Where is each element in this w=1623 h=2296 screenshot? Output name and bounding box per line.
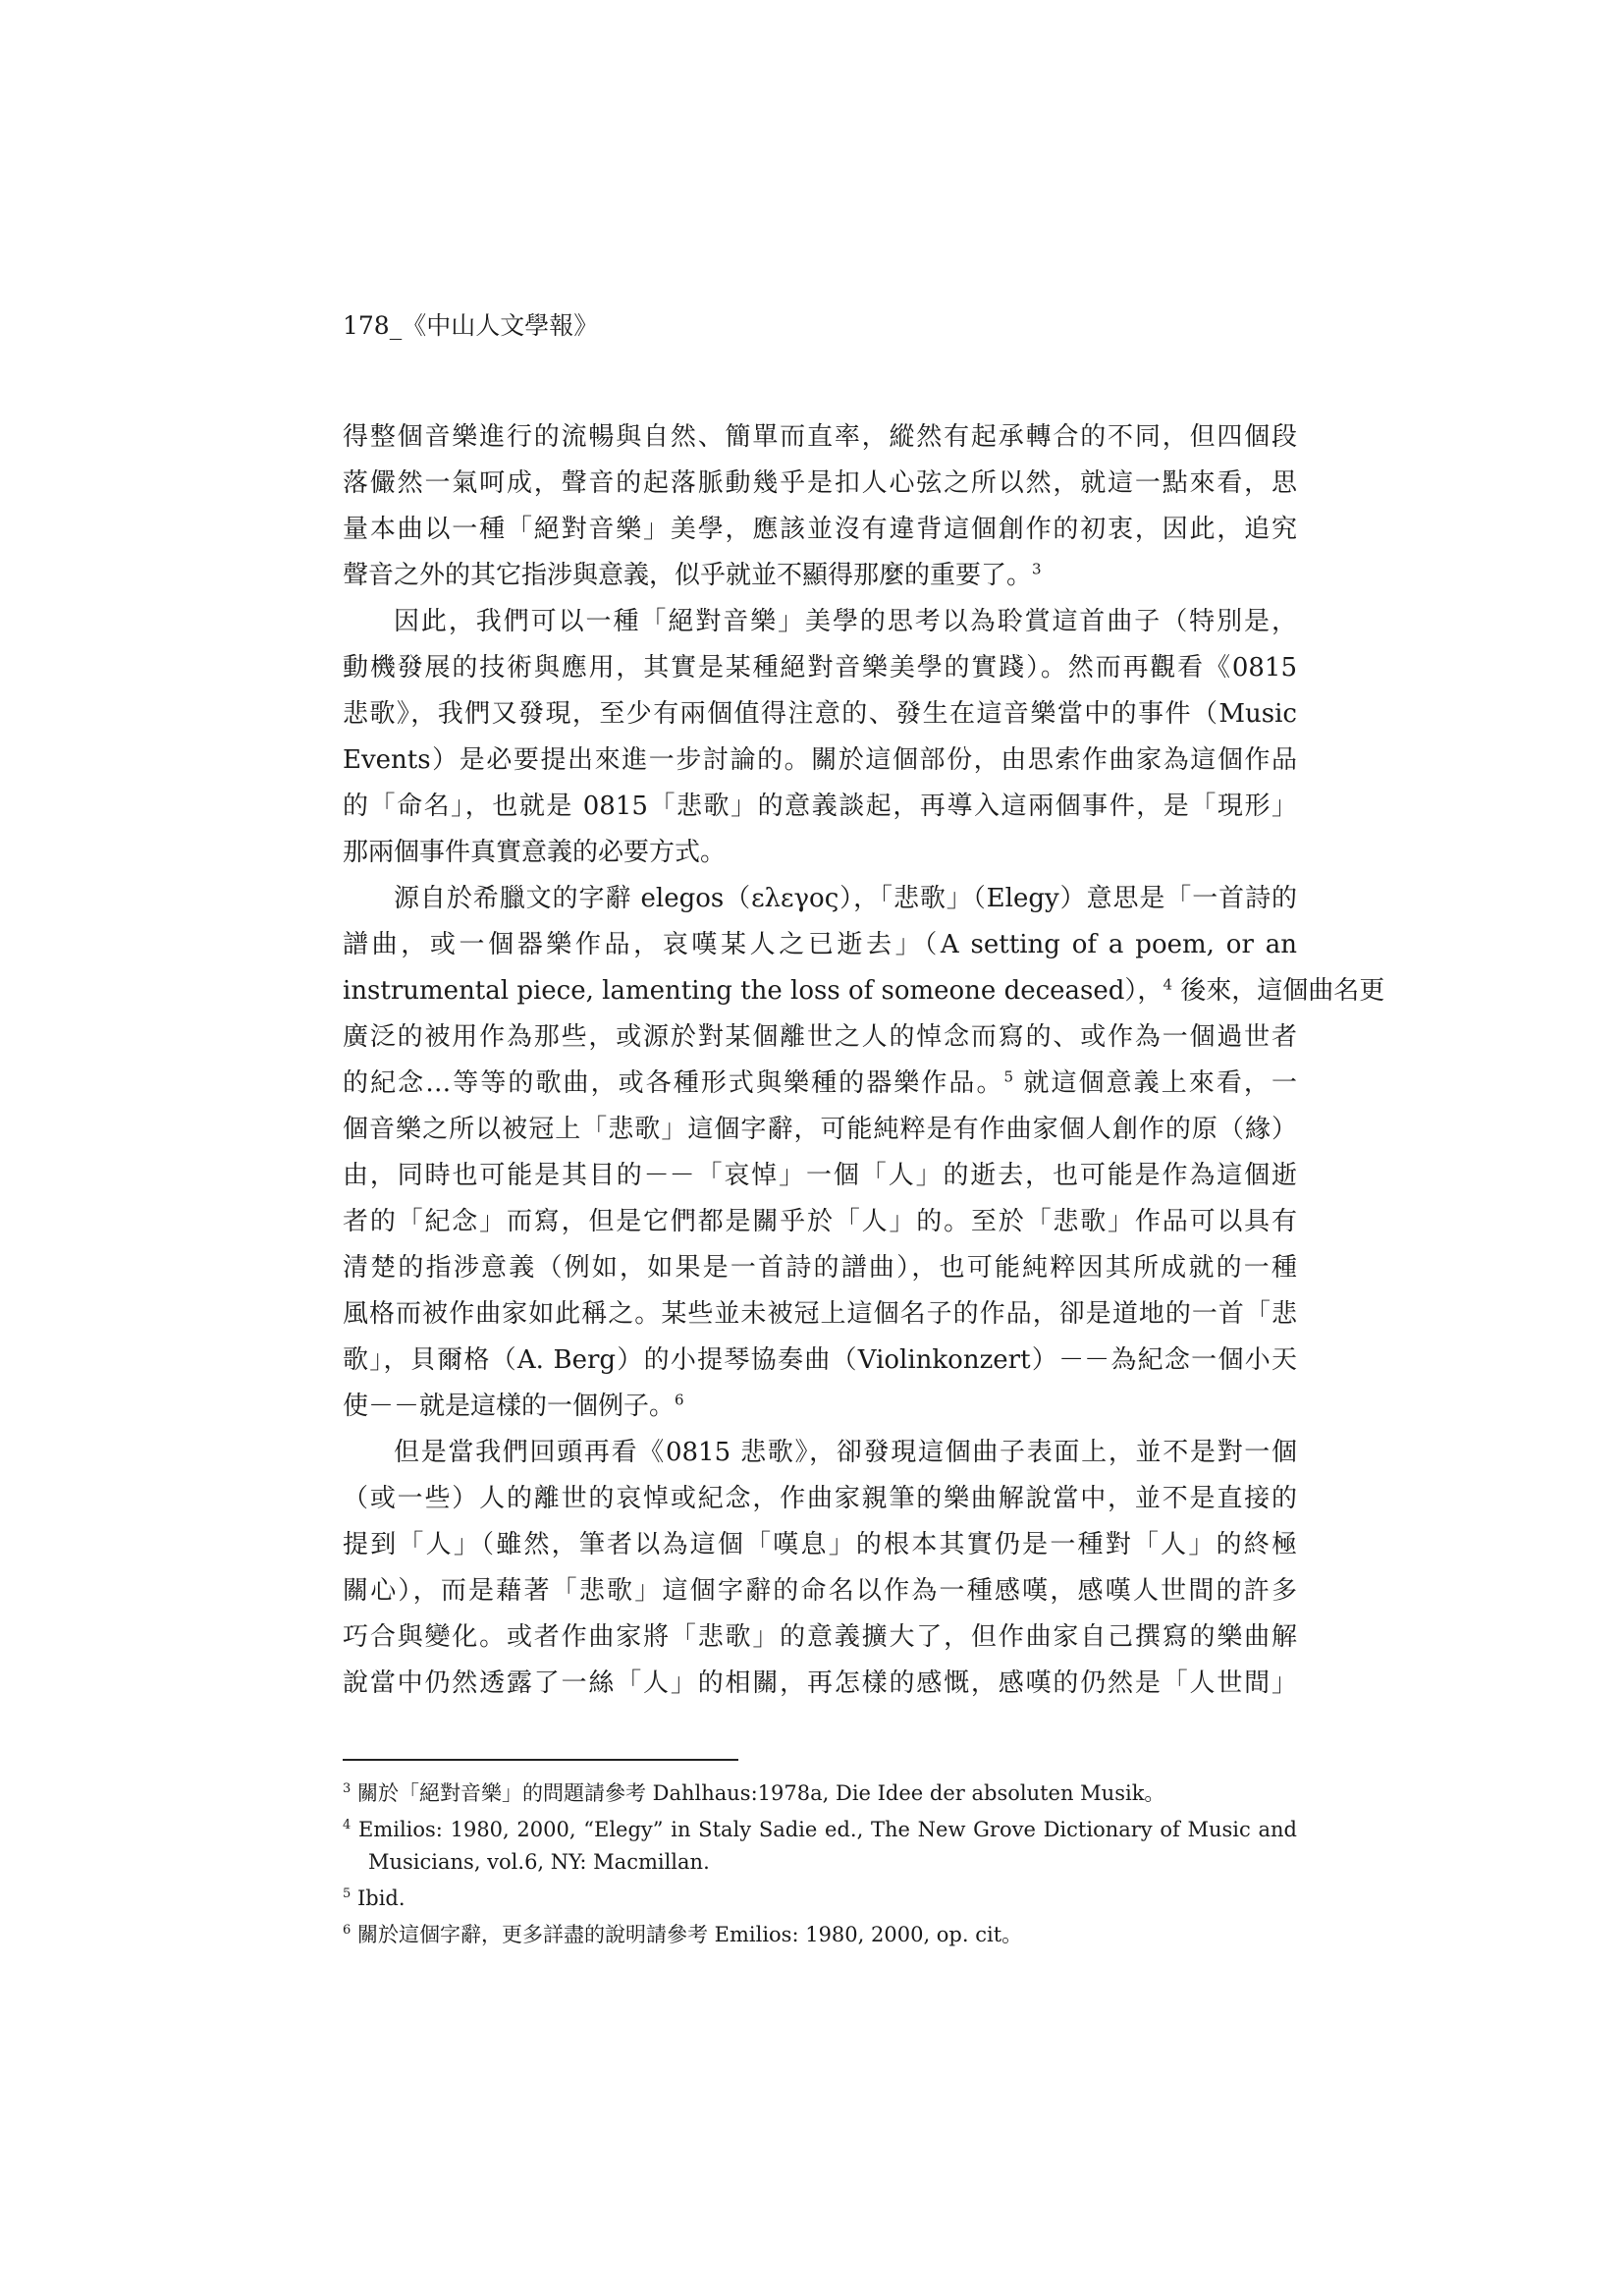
footnote-ref[interactable]: 3 (1032, 560, 1042, 578)
footnote-6: $^6$ 關於這個字辭，更多詳盡的說明請參考 Emilios: 1980, 2000, op. cit。 (343, 1923, 1023, 1946)
footnote-ref[interactable]: 6 (675, 1391, 684, 1409)
main-text (343, 414, 1385, 1707)
text-line: 清楚的指涉意義（例如，如果是一首詩的譜曲），也可能純粹因其所成就的一種 (343, 1253, 1297, 1283)
footnote-divider (343, 1759, 738, 1761)
text-line: 落儼然一氣呵成，聲音的起落脈動幾乎是扣人心弦之所以然，就這一點來看，思 (343, 468, 1297, 498)
text-line: 巧合與變化。或者作曲家將「悲歌」的意義擴大了，但作曲家自己撰寫的樂曲解 (343, 1622, 1297, 1652)
text-line: 的紀念…等等的歌曲，或各種形式與樂種的器樂作品。$^5$ 就這個意義上來看，一 (343, 1067, 1297, 1098)
text-line: 動機發展的技術與應用，其實是某種絕對音樂美學的實踐）。然而再觀看《0815 (343, 653, 1297, 683)
footnote-5: $^5$ Ibid. (343, 1886, 406, 1910)
footnote-ref[interactable]: 4 (1163, 975, 1172, 994)
footnote-number: 3 (343, 1781, 352, 1796)
text-line: 譜曲，或一個器樂作品，哀嘆某人之已逝去」（A setting of a poem, or an (343, 930, 1297, 959)
footnotes (343, 1777, 1297, 1951)
text-line: 聲音之外的其它指涉與意義，似乎就並不顯得那麼的重要了。$^3$ (343, 560, 1042, 590)
text-line: 因此，我們可以一種「絕對音樂」美學的思考以為聆賞這首曲子（特別是， (394, 607, 1297, 636)
footnote-4: $^4$ Emilios: 1980, 2000, “Elegy” in Staly Sadie ed., The New Grove Dictionary of Music and (343, 1818, 1297, 1841)
footnote-number: 4 (343, 1818, 352, 1832)
text-line: 的「命名」，也就是 0815「悲歌」的意義談起，再導入這兩個事件，是「現形」 (343, 792, 1297, 821)
text-line: 但是當我們回頭再看《0815 悲歌》，卻發現這個曲子表面上，並不是對一個 (394, 1438, 1297, 1467)
text-line: 歌」，貝爾格（A. Berg）的小提琴協奏曲（Violinkonzert）－－為紀念一個小天 (343, 1345, 1297, 1375)
text-line: 個音樂之所以被冠上「悲歌」這個字辭，可能純粹是有作曲家個人創作的原（緣） (343, 1115, 1297, 1144)
text-line: 由，同時也可能是其目的－－「哀悼」一個「人」的逝去，也可能是作為這個逝 (343, 1161, 1297, 1190)
text-line: 者的「紀念」而寫，但是它們都是關乎於「人」的。至於「悲歌」作品可以具有 (343, 1207, 1297, 1236)
text-line: 關心），而是藉著「悲歌」這個字辭的命名以作為一種感嘆，感嘆人世間的許多 (343, 1576, 1297, 1606)
text-line: 廣泛的被用作為那些，或源於對某個離世之人的悼念而寫的、或作為一個過世者 (343, 1022, 1297, 1052)
text-line: 量本曲以一種「絕對音樂」美學，應該並沒有違背這個創作的初衷，因此，追究 (343, 515, 1297, 544)
footnote-ref[interactable]: 5 (1003, 1067, 1014, 1086)
text-line: 風格而被作曲家如此稱之。某些並未被冠上這個名子的作品，卻是道地的一首「悲 (343, 1299, 1297, 1329)
text-line: （或一些）人的離世的哀悼或紀念，作曲家親筆的樂曲解說當中，並不是直接的 (343, 1484, 1297, 1513)
text-line: 提到「人」（雖然，筆者以為這個「嘆息」的根本其實仍是一種對「人」的終極 (343, 1530, 1297, 1559)
footnote-number: 6 (343, 1923, 352, 1938)
text-line: 說當中仍然透露了一絲「人」的相關，再怎樣的感慨，感嘆的仍然是「人世間」 (343, 1668, 1297, 1698)
text-line: 那兩個事件真實意義的必要方式。 (343, 838, 727, 867)
text-line: instrumental piece, lamenting the loss of someone deceased），$^4$ 後來，這個曲名更 (343, 975, 1385, 1006)
text-line: 源自於希臘文的字辭 elegos（ελεγος），「悲歌」（Elegy）意思是「一首詩的 (394, 884, 1297, 913)
footnote-3: $^3$ 關於「絕對音樂」的問題請參考 Dahlhaus:1978a, Die Idee der absoluten Musik。 (343, 1781, 1165, 1805)
footnote-number: 5 (343, 1886, 352, 1901)
text-line: 悲歌》，我們又發現，至少有兩個值得注意的、發生在這音樂當中的事件（Music (343, 699, 1297, 729)
text-line: 得整個音樂進行的流暢與自然、簡單而直率，縱然有起承轉合的不同，但四個段 (343, 422, 1297, 452)
running-header: 178_《中山人文學報》 (343, 311, 599, 340)
text-line: Events）是必要提出來進一步討論的。關於這個部份，由思索作曲家為這個作品 (343, 745, 1297, 775)
footnote-4-continued: Musicians, vol.6, NY: Macmillan. (368, 1850, 710, 1874)
text-line: 使－－就是這樣的一個例子。$^6$ (343, 1391, 684, 1421)
